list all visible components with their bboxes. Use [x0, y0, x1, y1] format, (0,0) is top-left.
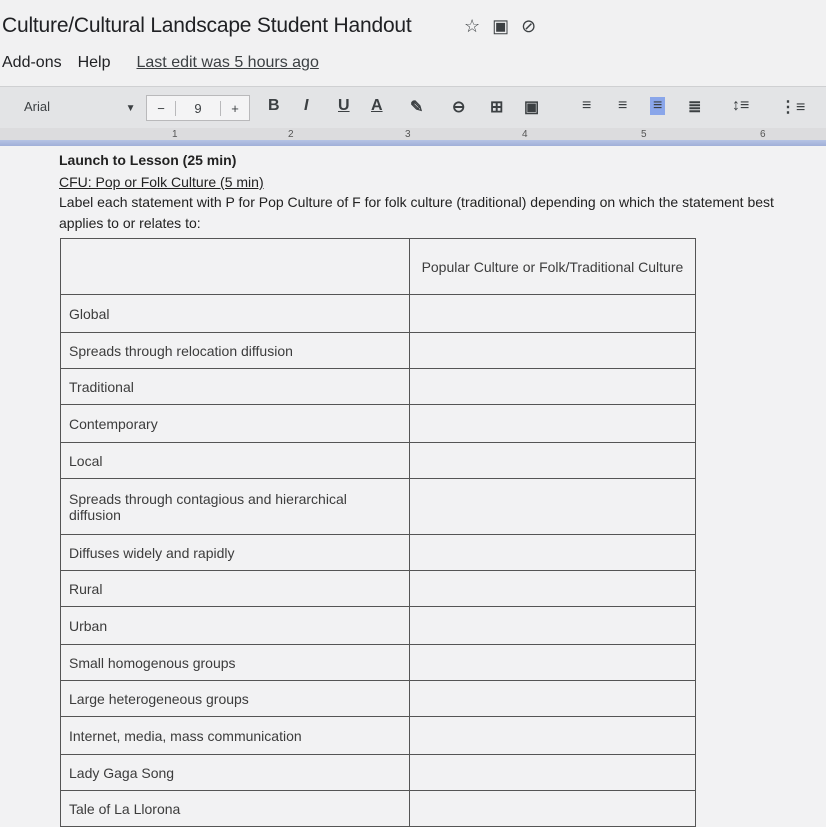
statement-cell[interactable]: Urban [61, 607, 410, 645]
header-cell[interactable]: Popular Culture or Folk/Traditional Culture [409, 239, 695, 295]
underline-button[interactable]: U [338, 97, 350, 114]
ruler-mark: 4 [522, 129, 528, 140]
table-row [61, 717, 696, 755]
answer-cell[interactable] [409, 369, 695, 405]
star-icon[interactable]: ☆ [464, 16, 481, 36]
answer-cell[interactable] [409, 755, 695, 791]
answer-cell[interactable] [409, 333, 695, 369]
answer-cell[interactable] [409, 607, 695, 645]
justify-icon[interactable]: ≣ [688, 99, 702, 116]
document-title[interactable]: Culture/Cultural Landscape Student Handout [2, 14, 412, 37]
cloud-status-icon[interactable]: ⊘ [521, 16, 537, 36]
answer-cell[interactable] [409, 295, 695, 333]
statement-cell[interactable]: Local [61, 443, 410, 479]
statement-cell[interactable]: Rural [61, 571, 410, 607]
link-icon[interactable]: ⊖ [452, 99, 466, 116]
increase-font-size-button[interactable]: + [220, 101, 249, 116]
menu-bar [2, 54, 319, 72]
answer-cell[interactable] [409, 443, 695, 479]
section-heading: Launch to Lesson (25 min) [59, 152, 237, 168]
table-row [61, 681, 696, 717]
italic-button[interactable]: I [304, 97, 309, 114]
statement-cell[interactable]: Internet, media, mass communication [61, 717, 410, 755]
table-row [61, 443, 696, 479]
statement-cell[interactable]: Traditional [61, 369, 410, 405]
ruler-mark: 6 [760, 129, 766, 140]
statement-cell[interactable]: Diffuses widely and rapidly [61, 535, 410, 571]
font-select[interactable] [24, 99, 136, 114]
folder-move-icon[interactable]: ▣ [492, 16, 510, 36]
table-row [61, 405, 696, 443]
table-row [61, 369, 696, 405]
table-row [61, 645, 696, 681]
instructions: Label each statement with P for Pop Culture of F for folk culture (traditional) depending on which the statement best applies to or relates to: [59, 194, 774, 231]
statement-cell[interactable]: Global [61, 295, 410, 333]
statement-cell[interactable]: Tale of La Llorona [61, 791, 410, 827]
align-left-icon[interactable]: ≡ [582, 97, 592, 114]
menu-addons[interactable]: Add-ons [2, 54, 62, 71]
answer-cell[interactable] [409, 571, 695, 607]
title-icons [464, 16, 536, 37]
cfu-subheading: CFU: Pop or Folk Culture (5 min) [59, 174, 264, 190]
text-color-button[interactable]: A [371, 97, 383, 114]
toolbar [0, 86, 826, 129]
document-page[interactable] [0, 146, 826, 827]
answer-cell[interactable] [409, 791, 695, 827]
table-row [61, 535, 696, 571]
ruler-mark: 5 [641, 129, 647, 140]
table-row [61, 571, 696, 607]
table-row [61, 479, 696, 535]
font-size-field[interactable]: 9 [194, 100, 202, 116]
ruler-mark: 2 [288, 129, 294, 140]
statement-cell[interactable]: Spreads through contagious and hierarchical diffusion [61, 479, 410, 535]
menu-help[interactable]: Help [77, 54, 111, 71]
answer-cell[interactable] [409, 645, 695, 681]
ruler-mark: 1 [172, 129, 178, 140]
align-center-icon[interactable]: ≡ [618, 97, 628, 114]
align-right-icon[interactable]: ≡ [650, 97, 665, 115]
table-row [61, 791, 696, 827]
classification-table [60, 238, 696, 827]
statement-cell[interactable]: Small homogenous groups [61, 645, 410, 681]
answer-cell[interactable] [409, 405, 695, 443]
statement-cell[interactable]: Large heterogeneous groups [61, 681, 410, 717]
answer-cell[interactable] [409, 717, 695, 755]
answer-cell[interactable] [409, 535, 695, 571]
table-row [61, 607, 696, 645]
table-row [61, 295, 696, 333]
list-icon[interactable]: ⋮≡ [780, 99, 806, 116]
last-edit-link[interactable]: Last edit was 5 hours ago [136, 54, 319, 71]
title-bar [0, 0, 826, 86]
table-row [61, 755, 696, 791]
answer-cell[interactable] [409, 681, 695, 717]
statement-cell[interactable]: Contemporary [61, 405, 410, 443]
bold-button[interactable]: B [268, 97, 280, 114]
decrease-font-size-button[interactable]: − [147, 101, 176, 116]
line-spacing-icon[interactable]: ↕≡ [732, 97, 750, 114]
header-empty-cell[interactable] [61, 239, 410, 295]
font-name: Arial [24, 99, 51, 114]
statement-cell[interactable]: Lady Gaga Song [61, 755, 410, 791]
ruler [0, 128, 826, 147]
comment-icon[interactable]: ⊞ [490, 99, 504, 116]
ruler-mark: 3 [405, 129, 411, 140]
highlight-icon[interactable]: ✎ [410, 99, 424, 116]
table-header-row [61, 239, 696, 295]
font-size-control[interactable] [146, 95, 250, 121]
image-icon[interactable]: ▣ [524, 99, 540, 116]
chevron-down-icon: ▼ [125, 103, 136, 114]
table-row [61, 333, 696, 369]
statement-cell[interactable]: Spreads through relocation diffusion [61, 333, 410, 369]
answer-cell[interactable] [409, 479, 695, 535]
